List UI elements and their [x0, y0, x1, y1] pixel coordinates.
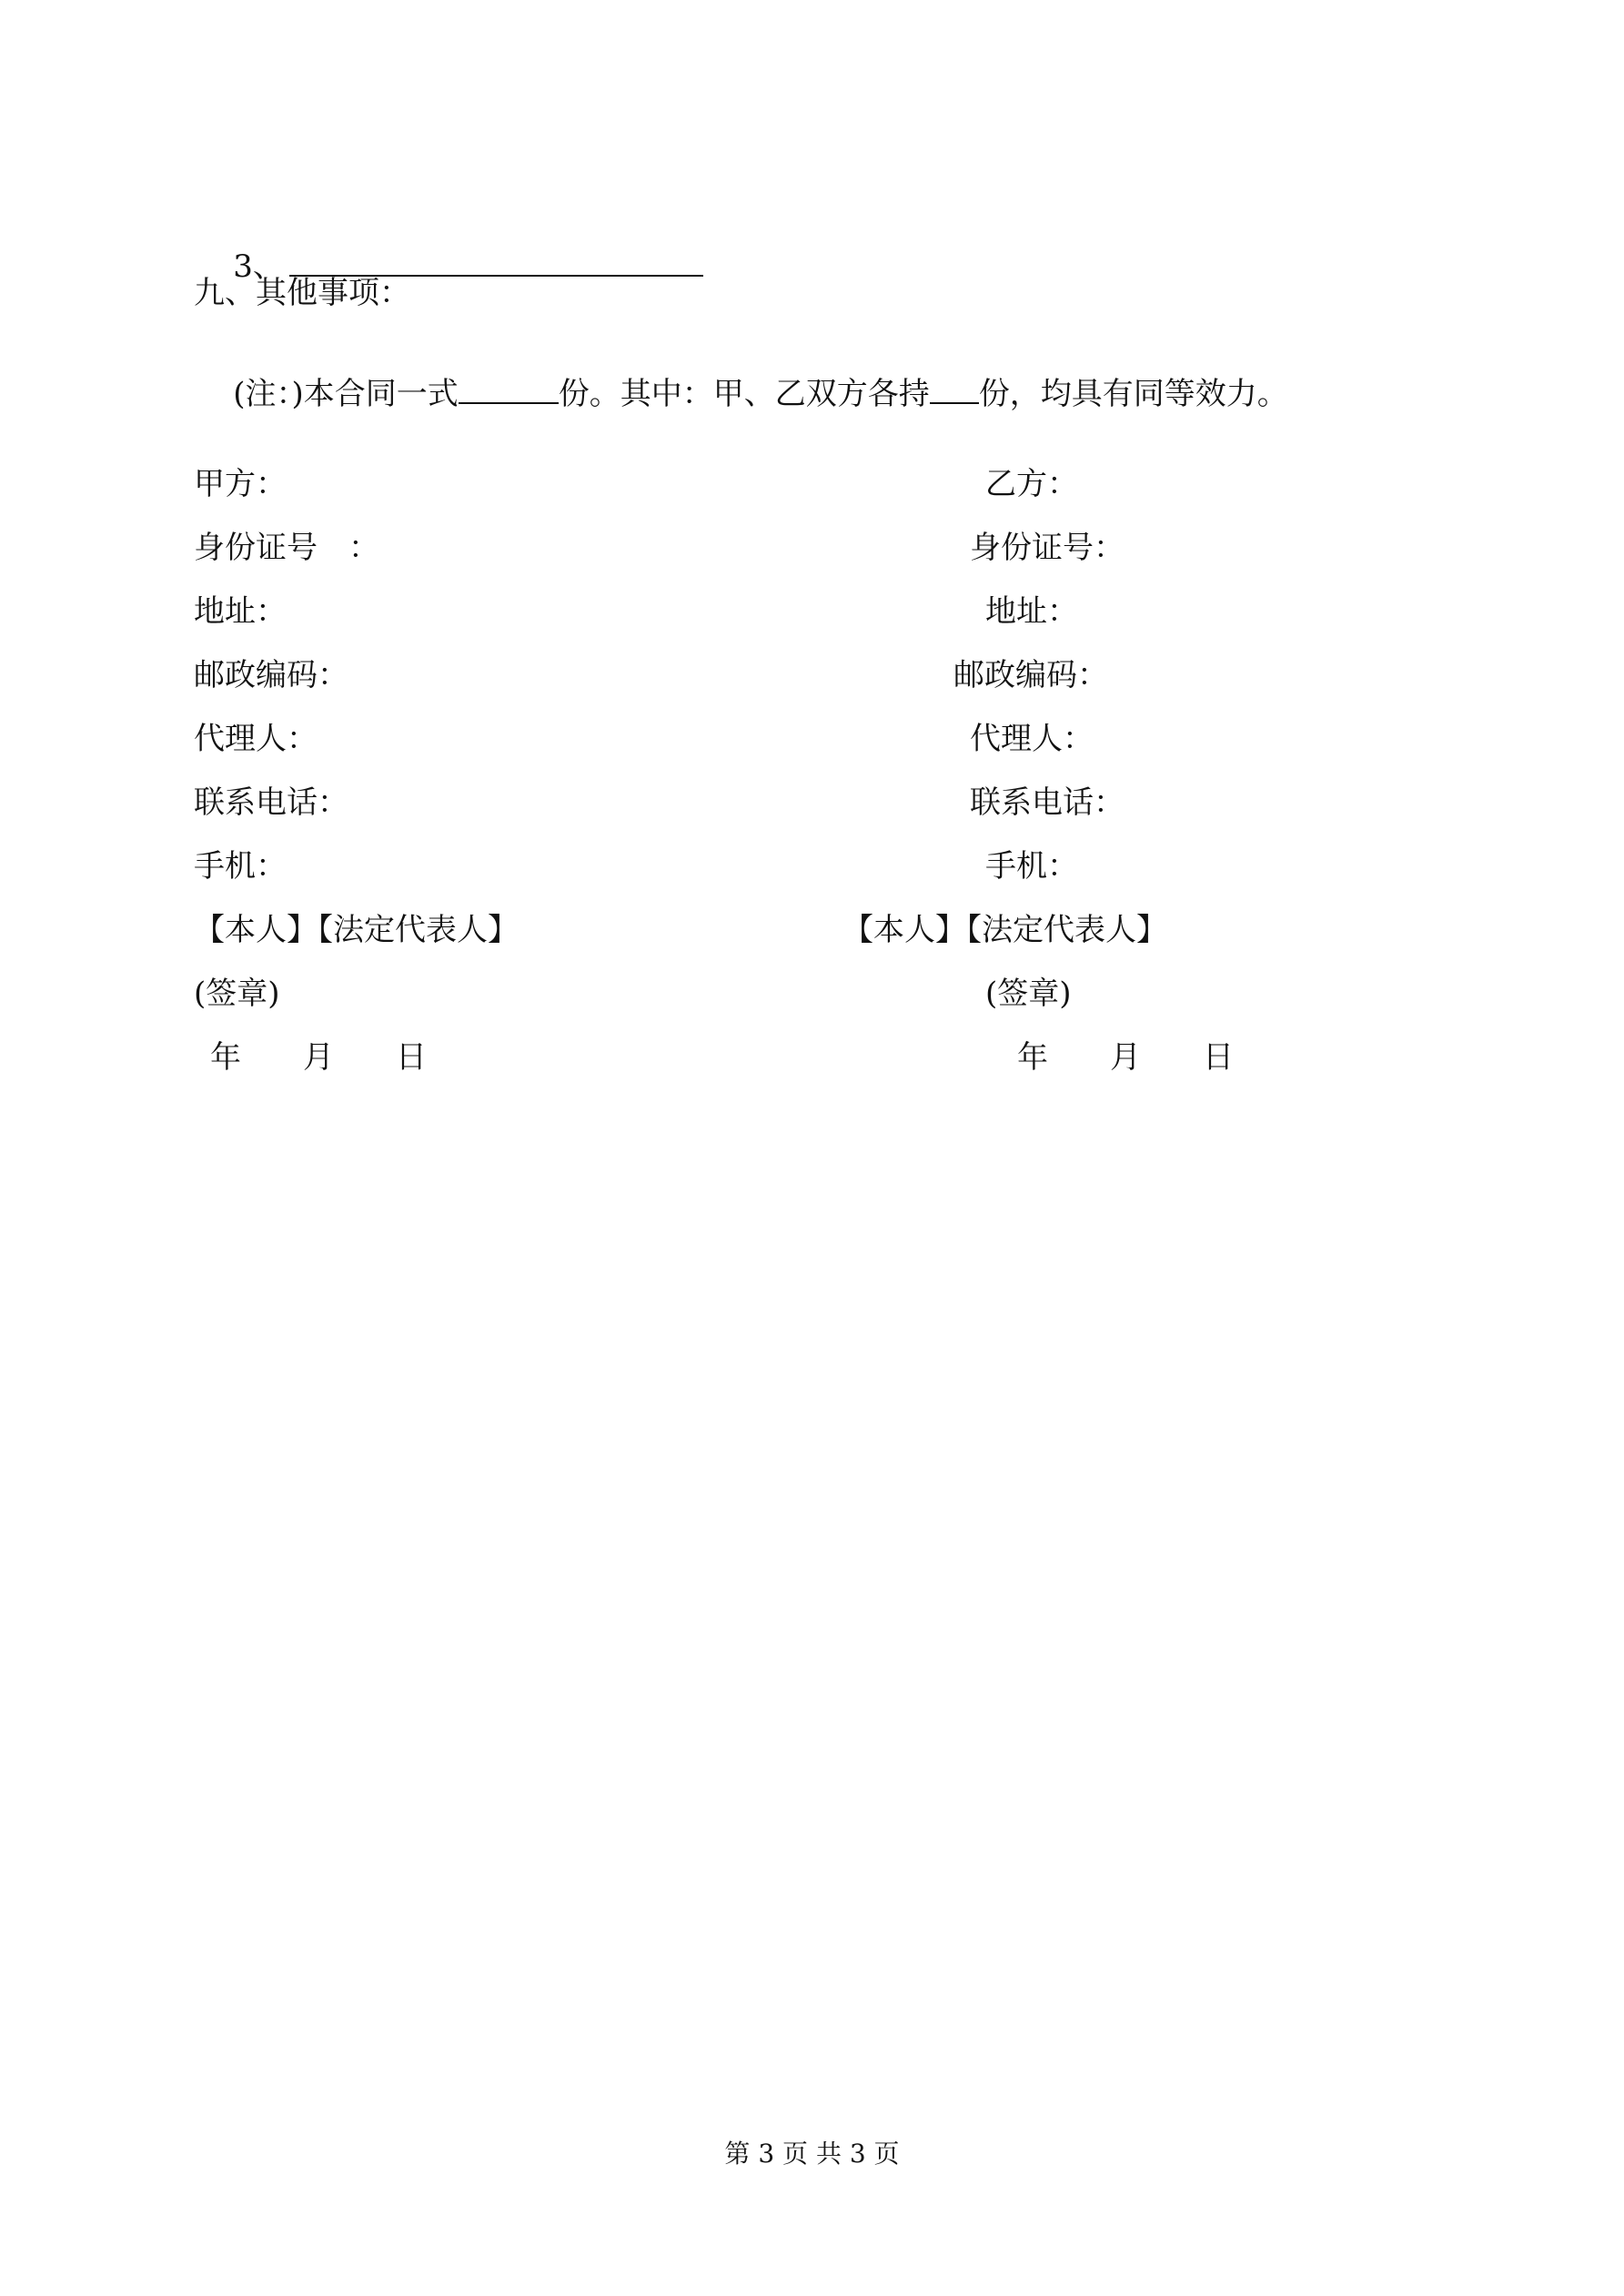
party-a-seal-label: (签章): [194, 976, 280, 1012]
party-b-id-label: 身份证号：: [970, 530, 1125, 566]
copies-each-blank: [930, 375, 979, 404]
copies-total-blank: [459, 375, 559, 404]
section-9-heading: 九、其他事项：: [194, 275, 410, 311]
party-b-date-label: 年 月 日: [1017, 1039, 1234, 1076]
party-a-address-label: 地址：: [194, 593, 287, 630]
party-b-seal-label: (签章): [985, 976, 1072, 1012]
party-a-id-label: 身份证号 ：: [194, 530, 379, 566]
copies-note-part2: 份。其中：甲、乙双方各持: [558, 376, 930, 412]
party-a-postcode-label: 邮政编码：: [194, 657, 348, 693]
party-a-date-label: 年 月 日: [210, 1039, 427, 1076]
party-a-phone-label: 联系电话：: [194, 784, 348, 821]
party-b-postcode-label: 邮政编码：: [953, 657, 1108, 693]
copies-note-line: [194, 339, 1288, 449]
party-b-phone-label: 联系电话：: [970, 784, 1125, 821]
party-b-name-label: 乙方：: [985, 466, 1078, 502]
item-3-label: 3、: [233, 248, 284, 285]
party-a-name-label: 甲方：: [194, 466, 287, 502]
party-b-address-label: 地址：: [985, 593, 1078, 630]
copies-note-part1: (注：)本合同一式: [233, 376, 459, 412]
party-a-role-label: 【本人】【法定代表人】: [194, 912, 519, 948]
party-a-agent-label: 代理人：: [194, 721, 318, 757]
item-3-blank: [289, 248, 703, 277]
party-b-mobile-label: 手机：: [985, 848, 1078, 885]
party-b-role-label: 【本人】【法定代表人】: [842, 912, 1167, 948]
party-b-agent-label: 代理人：: [970, 721, 1094, 757]
copies-note-part3: 份，均具有同等效力。: [978, 376, 1288, 412]
page-number-footer: 第 3 页 共 3 页: [724, 2139, 900, 2169]
party-a-mobile-label: 手机：: [194, 848, 287, 885]
